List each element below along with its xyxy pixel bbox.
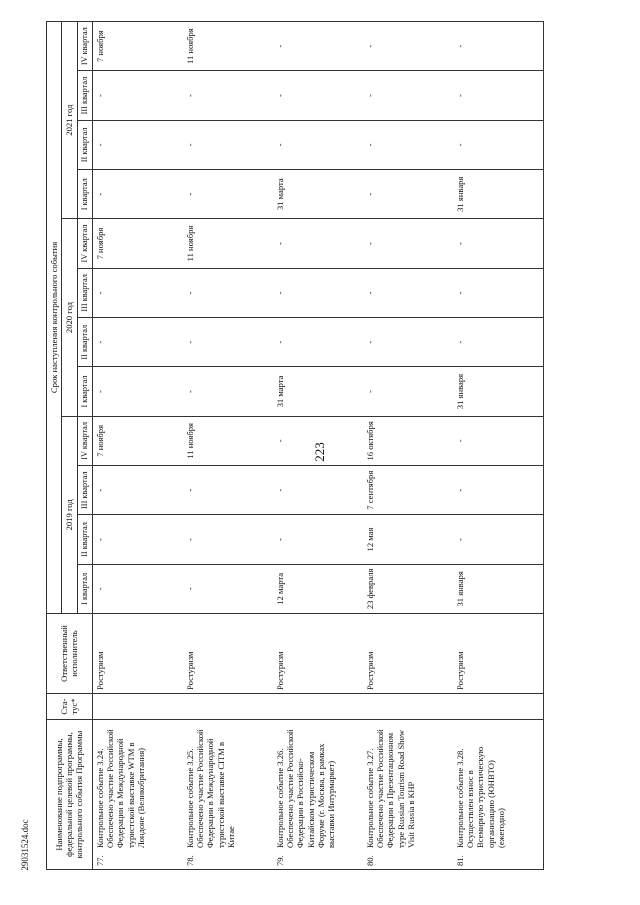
table-row xyxy=(92,21,183,869)
quarter-date-cell: - xyxy=(183,564,273,613)
quarter-header: IV квартал xyxy=(77,219,92,268)
quarter-header: I квартал xyxy=(77,170,92,219)
quarter-date-cell: - xyxy=(92,170,183,219)
quarter-date-cell: - xyxy=(273,71,363,120)
quarter-date-cell: - xyxy=(183,318,273,367)
quarter-header: II квартал xyxy=(77,120,92,169)
quarter-date-cell: - xyxy=(183,170,273,219)
year-header: 2021 год xyxy=(62,21,77,218)
control-event-name: Контрольное событие 3.27. Обеспечено участие Российской Федерации в Презентационном туре Russian Tourism Road Show Visit Russia в КНР xyxy=(364,729,416,848)
quarter-date-cell: - xyxy=(183,268,273,317)
executor-column-header: Ответственный исполнитель xyxy=(47,614,93,694)
quarter-header: II квартал xyxy=(77,318,92,367)
quarter-date-cell: 7 ноября xyxy=(92,21,183,70)
row-name-cell xyxy=(363,720,453,870)
quarter-date-cell: - xyxy=(453,466,544,515)
quarter-header: IV квартал xyxy=(77,416,92,465)
status-cell xyxy=(273,694,363,720)
quarter-date-cell: - xyxy=(453,120,544,169)
quarter-date-cell: 11 ноября xyxy=(183,416,273,465)
term-column-header: Срок наступления контрольного события xyxy=(47,21,62,613)
executor-cell: Ростуризм xyxy=(183,614,273,694)
quarter-date-cell: - xyxy=(92,564,183,613)
quarter-date-cell: - xyxy=(363,21,453,70)
table-row xyxy=(183,21,273,869)
quarter-header: I квартал xyxy=(77,564,92,613)
quarter-date-cell: - xyxy=(92,120,183,169)
quarter-date-cell: - xyxy=(453,21,544,70)
control-event-name: Контрольное событие 3.26. Обеспечено участие Российской Федерации в Российско-Китайском туристическом Форуме (г. Москва, в рамках выставки Интурмаркет) xyxy=(274,729,337,848)
control-events-table xyxy=(46,21,544,870)
quarter-date-cell: - xyxy=(183,120,273,169)
quarter-date-cell: - xyxy=(273,466,363,515)
quarter-date-cell: - xyxy=(183,71,273,120)
quarter-date-cell: - xyxy=(363,71,453,120)
quarter-date-cell: 23 февраля xyxy=(363,564,453,613)
executor-cell: Ростуризм xyxy=(92,614,183,694)
quarter-date-cell: - xyxy=(273,21,363,70)
executor-cell: Ростуризм xyxy=(363,614,453,694)
quarter-date-cell: 31 января xyxy=(453,367,544,416)
quarter-date-cell: - xyxy=(92,318,183,367)
quarter-header: IV квартал xyxy=(77,21,92,70)
row-number: 78. xyxy=(184,855,195,866)
quarter-header: III квартал xyxy=(77,268,92,317)
quarter-date-cell: - xyxy=(92,71,183,120)
quarter-date-cell: - xyxy=(183,515,273,564)
quarter-date-cell: - xyxy=(273,515,363,564)
quarter-date-cell: 31 марта xyxy=(273,170,363,219)
quarter-date-cell: - xyxy=(92,367,183,416)
quarter-date-cell: 16 октября xyxy=(363,416,453,465)
status-cell xyxy=(92,694,183,720)
status-cell xyxy=(363,694,453,720)
quarter-date-cell: 7 ноября xyxy=(92,416,183,465)
quarter-date-cell: - xyxy=(453,268,544,317)
quarter-date-cell: - xyxy=(183,466,273,515)
year-header: 2019 год xyxy=(62,416,77,613)
quarter-date-cell: - xyxy=(273,416,363,465)
quarter-header: III квартал xyxy=(77,71,92,120)
table-row xyxy=(273,21,363,869)
table-row xyxy=(363,21,453,869)
row-name-cell xyxy=(92,720,183,870)
table-row xyxy=(453,21,544,869)
page-number: 223 xyxy=(312,442,327,462)
quarter-date-cell: - xyxy=(453,318,544,367)
row-number: 79. xyxy=(274,855,285,866)
row-name-cell xyxy=(273,720,363,870)
year-header: 2020 год xyxy=(62,219,77,416)
rotated-table-container xyxy=(46,22,614,870)
quarter-date-cell: - xyxy=(453,219,544,268)
quarter-date-cell: 12 марта xyxy=(273,564,363,613)
control-event-name: Контрольное событие 3.25. Обеспечено участие Российской Федерации в Международной туристской выставке CITM в Китае xyxy=(184,729,236,848)
quarter-date-cell: - xyxy=(183,367,273,416)
quarter-date-cell: - xyxy=(453,515,544,564)
quarter-date-cell: 31 марта xyxy=(273,367,363,416)
status-column-header: Ста- тус* xyxy=(47,694,93,720)
row-number: 81. xyxy=(454,855,465,866)
executor-cell: Ростуризм xyxy=(453,614,544,694)
row-name-cell xyxy=(453,720,544,870)
quarter-date-cell: - xyxy=(273,268,363,317)
status-cell xyxy=(453,694,544,720)
quarter-header: III квартал xyxy=(77,466,92,515)
quarter-date-cell: - xyxy=(92,268,183,317)
quarter-date-cell: - xyxy=(273,318,363,367)
quarter-header: I квартал xyxy=(77,367,92,416)
control-event-name: Контрольное событие 3.28. Осуществлен взнос в Всемирную туристическую организацию (ЮНВТО) (ежегодно) xyxy=(454,746,506,848)
quarter-date-cell: 7 сентября xyxy=(363,466,453,515)
quarter-date-cell: - xyxy=(363,318,453,367)
row-number: 77. xyxy=(94,855,105,866)
quarter-date-cell: 7 ноября xyxy=(92,219,183,268)
row-number: 80. xyxy=(364,855,375,866)
name-column-header: Наименование подпрограммы, федеральной целевой программы, контрольного события Программы xyxy=(47,720,93,870)
quarter-date-cell: - xyxy=(92,515,183,564)
quarter-date-cell: - xyxy=(273,219,363,268)
executor-cell: Ростуризм xyxy=(273,614,363,694)
quarter-date-cell: 31 января xyxy=(453,170,544,219)
quarter-date-cell: 12 мая xyxy=(363,515,453,564)
quarter-date-cell: 31 января xyxy=(453,564,544,613)
quarter-date-cell: - xyxy=(363,367,453,416)
quarter-date-cell: - xyxy=(363,268,453,317)
document-code: 29031524.doc xyxy=(20,819,30,871)
quarter-date-cell: - xyxy=(453,416,544,465)
quarter-date-cell: - xyxy=(363,219,453,268)
quarter-date-cell: 11 ноября xyxy=(183,219,273,268)
quarter-date-cell: - xyxy=(363,120,453,169)
quarter-date-cell: 11 ноября xyxy=(183,21,273,70)
quarter-date-cell: - xyxy=(92,466,183,515)
quarter-header: II квартал xyxy=(77,515,92,564)
row-name-cell xyxy=(183,720,273,870)
quarter-date-cell: - xyxy=(273,120,363,169)
control-event-name: Контрольное событие 3.24. Обеспечено участие Российской Федерации в Международной туристской выставке WTM в Лондоне (Великобритания) xyxy=(94,729,146,848)
status-cell xyxy=(183,694,273,720)
quarter-date-cell: - xyxy=(363,170,453,219)
quarter-date-cell: - xyxy=(453,71,544,120)
